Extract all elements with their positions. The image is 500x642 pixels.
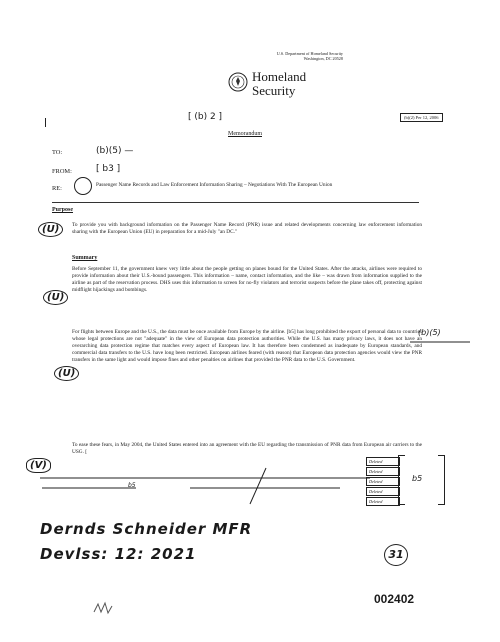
bracket-text: b5	[412, 474, 423, 483]
re-value: Passenger Name Records and Law Enforcement Information Sharing – Negotiations With The European Union	[96, 182, 333, 188]
margin-tick	[45, 118, 46, 127]
deleted-tag: Deleted	[366, 487, 400, 496]
from-label: FROM:	[52, 168, 72, 175]
dhs-seal-icon	[228, 72, 248, 92]
right-bracket	[438, 455, 445, 505]
to-label: TO:	[52, 149, 63, 156]
bottom-redaction-mark: b5	[128, 482, 136, 489]
from-value: [ b3 ]	[96, 164, 121, 174]
deleted-tag: Deleted	[366, 497, 400, 506]
agency-name-line1: Homeland	[252, 69, 307, 84]
memo-title: Memorandum	[228, 131, 262, 137]
header-redaction: [ (b) 2 ]	[188, 112, 223, 122]
circled-number: 31	[384, 544, 408, 566]
deleted-tag: Deleted	[366, 477, 400, 486]
divider	[52, 202, 419, 203]
deleted-tag: Deleted	[366, 467, 400, 476]
agency-address-line1: U.S. Department of Homeland Security	[276, 51, 343, 56]
purpose-heading: Purpose	[52, 207, 73, 213]
margin-mark-1: (U)	[38, 222, 63, 237]
agency-address-line2: Washington, DC 20528	[303, 56, 343, 61]
summary-text: Before September 11, the government knew very little about the people getting on planes bound for the United States. After the attacks, airlines were required to provide information about their U.S.-bound passengers. This information – name, contact information, and the like – was drawn from information supplied to the airline as part of the reservation process. DHS uses this information to screen for no-fly violators and terrorist suspects before the plane takes off, protecting against midflight hijackings and bombings.	[72, 266, 422, 294]
side-underline-mark	[410, 340, 470, 344]
page-number: 002402	[374, 592, 415, 606]
purpose-text: To provide you with background information on the Passenger Name Record (PNR) issue and related developments concerning law enforcement information sharing with the European Union (EU) in preparation for a mid-July "an DC."	[72, 222, 422, 236]
side-redaction: (b)(5)	[418, 328, 441, 337]
handwriting-line-1: Dernds Schneider MFR	[40, 520, 253, 538]
margin-mark-4: (V)	[26, 458, 51, 473]
handwriting-line-2: Devlss: 12: 2021	[40, 545, 197, 563]
scribble-mark	[92, 600, 116, 616]
paragraph-3-text: For flights between Europe and the U.S., the data must be once available from Europe by the airline. [b5] has long prohibited the export of personal data to countries whose legal protections are not "adequate" in the view of European data protection authorities. While the U.S. has many privacy laws, it does not have an overarching data protection regime that matches every aspect of European law. It has therefore been condemned as inadequate by European standards, and commercial data transfers to the U.S. have long been restricted. European airlines feared (with reason) that European data protection agencies would view the PNR transfers in the same light and would impose fines and other penalties on airlines that provided the PNR data to the U.S. Government.	[72, 329, 422, 364]
margin-circle-mark	[74, 177, 92, 195]
margin-mark-3: (U)	[54, 366, 79, 381]
paragraph-4-text: To ease these fears, in May 2004, the United States entered into an agreement with the EU regarding the transmission of PNR data from European air carriers to the USG. [	[72, 442, 422, 456]
classification-stamp: (b)(2) Per 12, 2006	[400, 113, 443, 122]
summary-heading: Summary	[72, 255, 98, 261]
to-value: (b)(5) —	[96, 146, 134, 156]
deleted-tag: Deleted	[366, 457, 400, 466]
agency-name-line2: Security	[252, 83, 296, 98]
redaction-lines	[40, 468, 400, 508]
margin-mark-2: (U)	[43, 290, 68, 305]
re-label: RE:	[52, 185, 62, 192]
